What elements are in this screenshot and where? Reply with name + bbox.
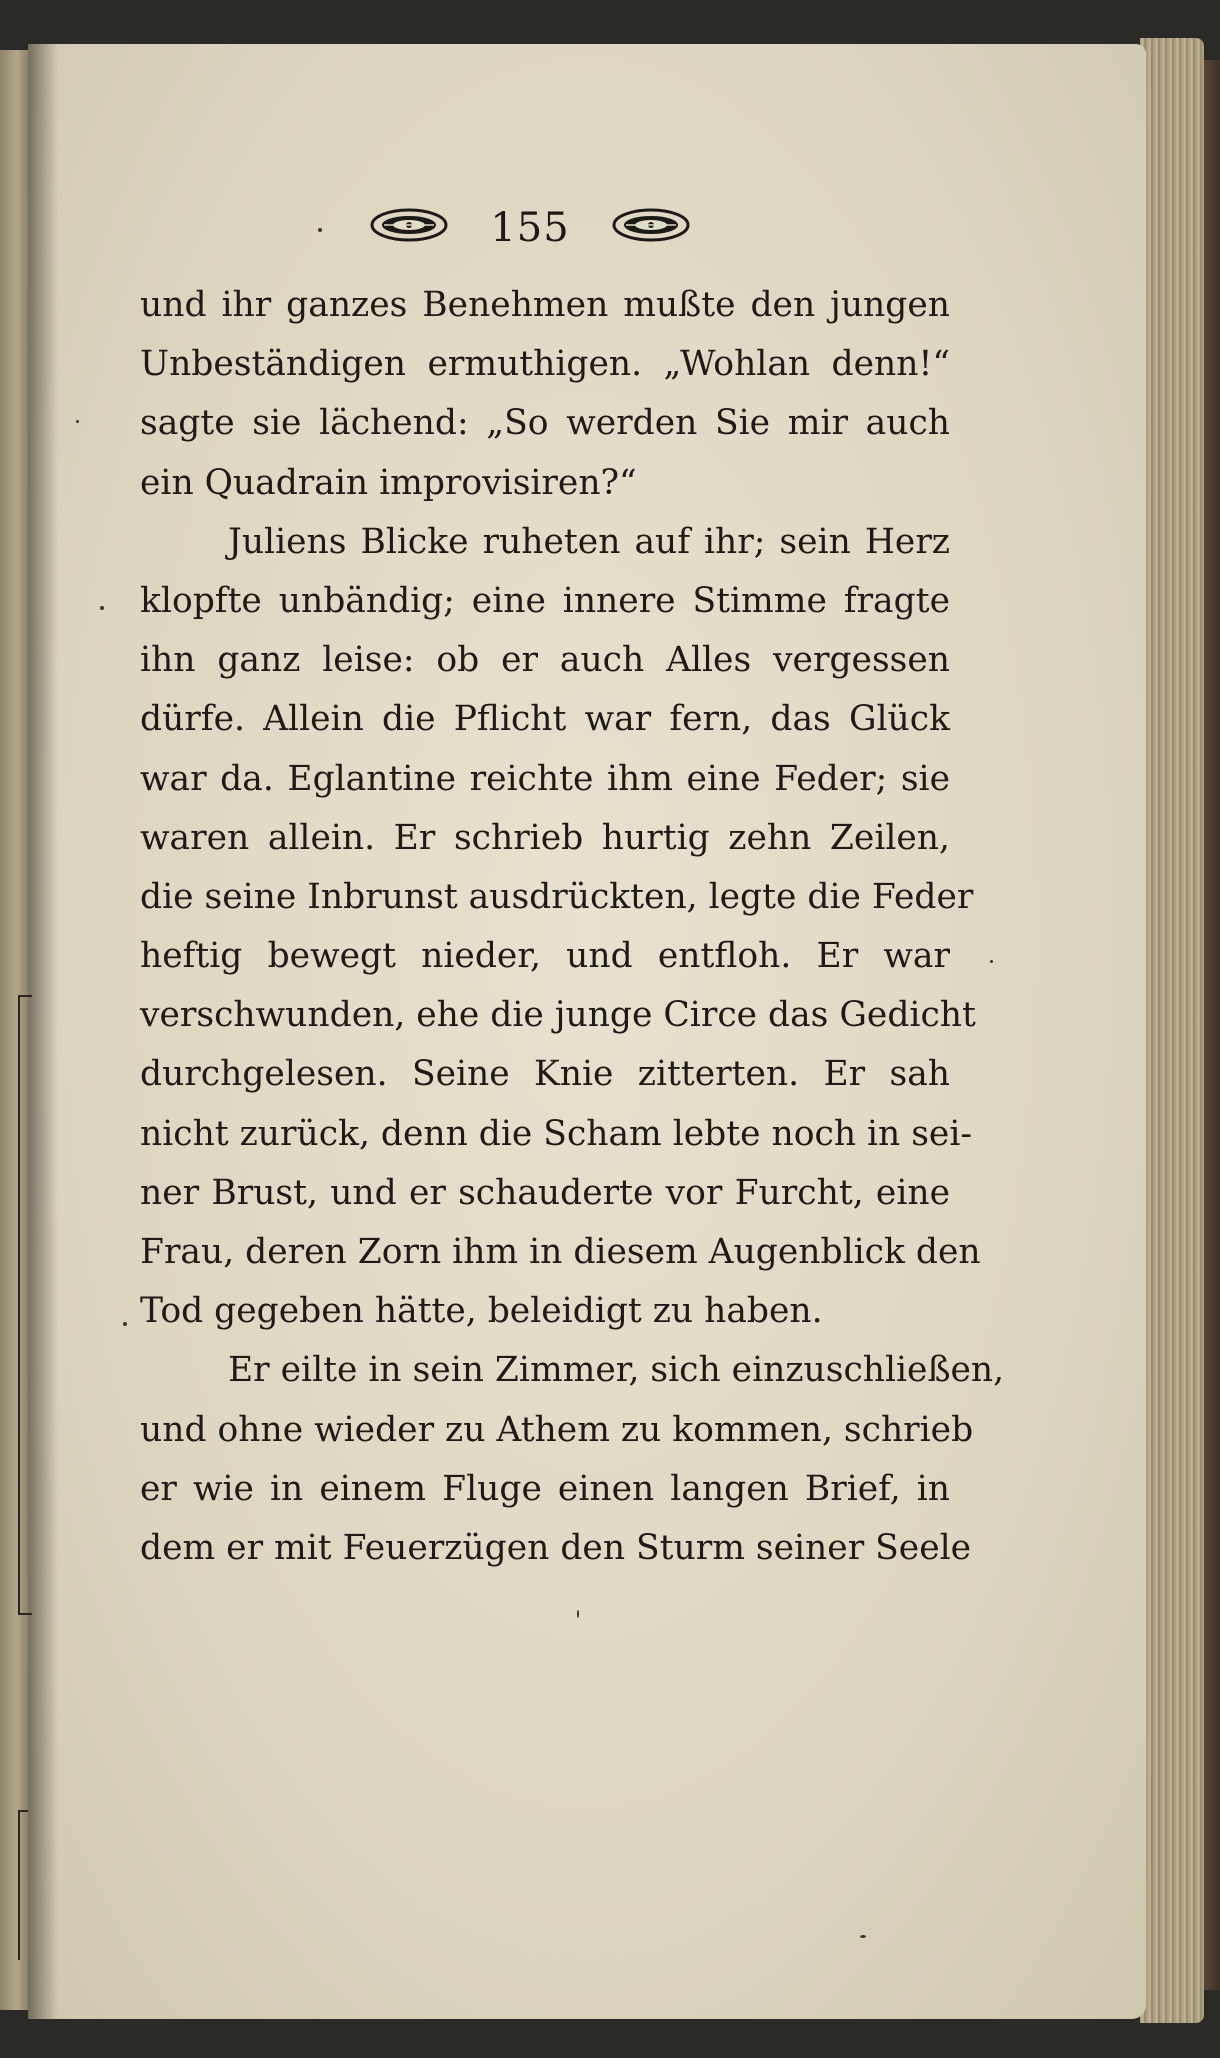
text-line: heftig bewegt nieder, und entfloh. Er war	[140, 936, 950, 977]
text-line: war da. Eglantine reichte ihm eine Feder; sie	[140, 758, 950, 799]
text-line: durchgelesen. Seine Knie zitterten. Er sah	[140, 1054, 950, 1095]
text-line: nicht zurück, denn die Scham lebte noch in sei-	[140, 1113, 973, 1154]
text-line: Er eilte in sein Zimmer, sich einzuschließen,	[228, 1350, 1005, 1391]
text-line: sagte sie lächend: „So werden Sie mir auch	[140, 403, 950, 444]
text-line: und ihr ganzes Benehmen mußte den jungen	[140, 285, 950, 325]
page-header	[370, 198, 690, 258]
text-line: Unbeständigen ermuthigen. „Wohlan denn!“	[140, 344, 950, 385]
text-line: dürfe. Allein die Pflicht war fern, das Glück	[140, 699, 950, 740]
text-line: klopfte unbändig; eine innere Stimme fragte	[140, 580, 950, 621]
body-text	[140, 276, 1005, 1578]
page-number: 155	[490, 205, 570, 251]
gutter-bracket-mark	[18, 995, 34, 1615]
text-line: waren allein. Er schrieb hurtig zehn Zeilen,	[140, 817, 950, 858]
paper-speck	[860, 1935, 866, 1938]
text-line: die seine Inbrunst ausdrückten, legte die Feder	[140, 876, 974, 917]
text-line: verschwunden, ehe die junge Circe das Gedicht	[140, 995, 976, 1036]
paper-speck	[318, 228, 322, 232]
text-line: Tod gegeben hätte, beleidigt zu haben.	[140, 1291, 823, 1332]
text-line: ihn ganz leise: ob er auch Alles vergessen	[140, 640, 950, 681]
text-line: er wie in einem Fluge einen langen Brief, in	[140, 1468, 950, 1509]
oval-rosette-ornament-icon	[612, 208, 690, 242]
text-line: Frau, deren Zorn ihm in diesem Augenblick den	[140, 1232, 981, 1272]
paper-speck	[990, 960, 993, 963]
paper-speck	[577, 1610, 579, 1618]
oval-rosette-ornament-icon	[370, 208, 448, 242]
text-line: und ohne wieder zu Athem zu kommen, schrieb	[140, 1409, 974, 1450]
paper-speck	[100, 606, 104, 610]
page-edges	[1140, 38, 1204, 2023]
paper-speck	[76, 420, 79, 423]
gutter-bracket-mark-lower	[18, 1810, 34, 1960]
text-line: ner Brust, und er schauderte vor Furcht, eine	[140, 1172, 950, 1213]
paper-speck	[123, 1322, 127, 1326]
text-line: dem er mit Feuerzügen den Sturm seiner Seele	[140, 1527, 972, 1568]
text-line: Juliens Blicke ruheten auf ihr; sein Herz	[228, 521, 950, 562]
text-line: ein Quadrain improvisiren?“	[140, 462, 637, 503]
